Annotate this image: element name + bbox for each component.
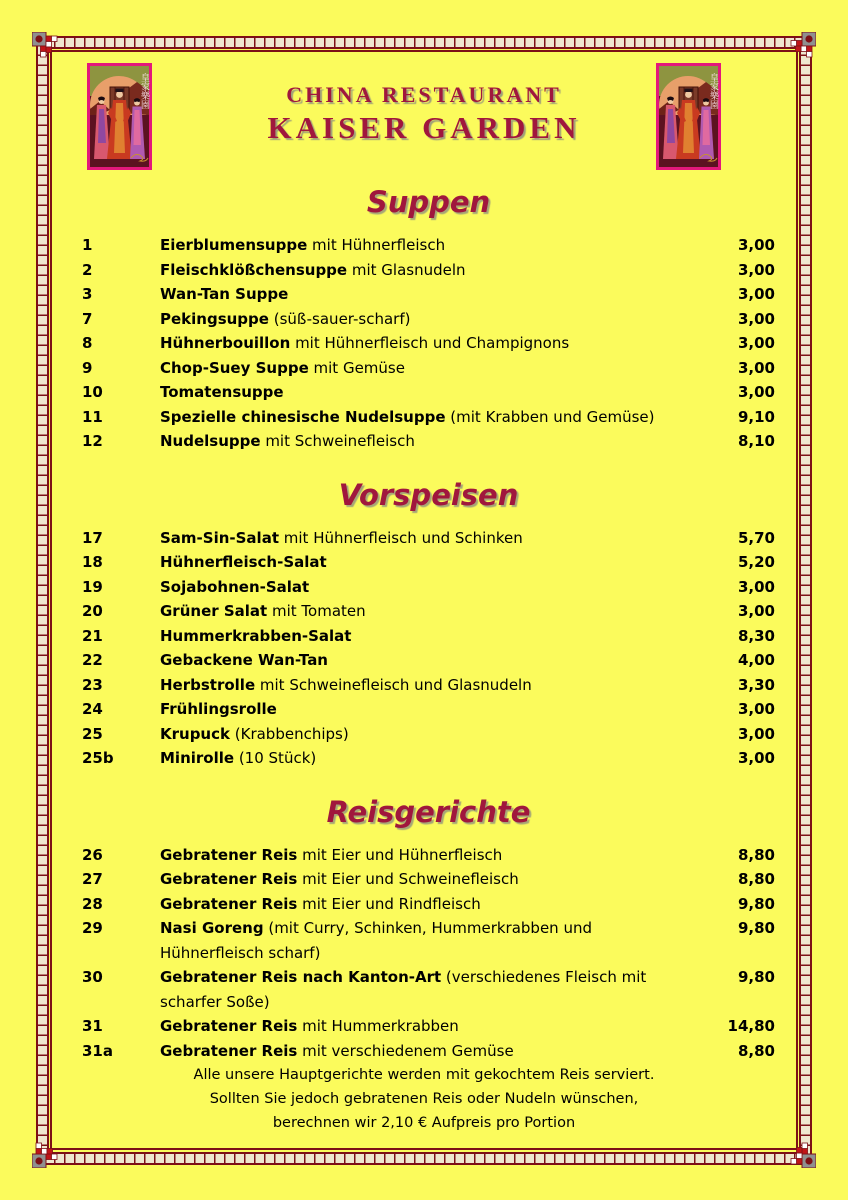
item-name: Herbstrolle xyxy=(160,675,256,694)
menu-item-row xyxy=(82,380,775,405)
item-number: 23 xyxy=(82,675,103,694)
menu-item-row xyxy=(82,282,775,307)
seal-glyphs: 皇家樂園 xyxy=(708,73,718,109)
item-price: 9,80 xyxy=(737,968,775,986)
menu-item-row xyxy=(82,429,775,454)
item-price: 3,00 xyxy=(737,334,775,352)
item-price: 3,00 xyxy=(737,285,775,303)
item-description: mit Eier und Schweinefleisch xyxy=(297,870,519,888)
item-text xyxy=(160,599,719,624)
frame-border-right xyxy=(799,44,812,1156)
item-description: (süß-sauer-scharf) xyxy=(268,309,411,328)
menu-item-row xyxy=(82,722,775,747)
item-number: 1 xyxy=(82,236,93,254)
menu-item-row-continuation xyxy=(82,941,775,966)
item-name: Wan-Tan Suppe xyxy=(160,285,289,303)
section-title: Vorspeisen xyxy=(338,477,519,512)
item-price: 3,00 xyxy=(737,309,775,328)
footer-note-line: Alle unsere Hauptgerichte werden mit gekochtem Reis serviert. xyxy=(193,1067,655,1083)
item-price: 3,00 xyxy=(737,577,775,596)
seal-glyphs: 皇家樂園 xyxy=(139,73,149,109)
item-number: 22 xyxy=(82,651,103,669)
menu-item-row xyxy=(82,258,775,283)
menu-section xyxy=(82,185,775,454)
menu-item-row xyxy=(82,233,775,258)
item-text xyxy=(160,648,719,673)
item-number: 8 xyxy=(82,334,93,352)
footer-note xyxy=(0,1063,848,1135)
menu-item-row-continuation xyxy=(82,990,775,1015)
menu-item-row xyxy=(82,867,775,892)
item-price-spacer xyxy=(719,941,775,966)
item-text xyxy=(160,380,719,405)
item-price: 3,00 xyxy=(737,383,775,401)
item-name: Gebratener Reis xyxy=(160,845,298,864)
item-number: 3 xyxy=(82,285,93,303)
item-description: mit Glasnudeln xyxy=(347,260,466,279)
item-description: (10 Stück) xyxy=(234,749,317,767)
item-price: 9,10 xyxy=(737,407,775,426)
item-description: mit Gemüse xyxy=(308,358,405,377)
item-number: 31a xyxy=(82,1041,113,1060)
item-text xyxy=(160,575,719,600)
menu-section xyxy=(82,795,775,1064)
item-number: 25b xyxy=(82,749,114,767)
item-text xyxy=(160,356,719,381)
frame-border-left xyxy=(36,44,49,1156)
item-number: 30 xyxy=(82,968,103,986)
item-name: Hummerkrabben-Salat xyxy=(160,626,352,645)
item-description: mit Eier und Rindfleisch xyxy=(297,894,481,913)
menu-item-row xyxy=(82,648,775,673)
item-text xyxy=(160,867,719,892)
item-text xyxy=(160,697,719,722)
item-number: 17 xyxy=(82,528,103,547)
item-name: Gebratener Reis xyxy=(160,1041,298,1060)
menu-item-row xyxy=(82,599,775,624)
item-price: 8,80 xyxy=(737,870,775,888)
item-number: 27 xyxy=(82,870,103,888)
item-price: 5,20 xyxy=(737,553,775,571)
item-number: 25 xyxy=(82,724,103,743)
item-number: 20 xyxy=(82,602,103,620)
menu-item-row xyxy=(82,356,775,381)
item-name: Gebackene Wan-Tan xyxy=(160,651,328,669)
item-price: 3,00 xyxy=(737,724,775,743)
item-description: mit Schweinefleisch und Glasnudeln xyxy=(255,675,532,694)
frame-border-top xyxy=(44,36,804,49)
item-name: Spezielle chinesische Nudelsuppe xyxy=(160,407,446,426)
item-text xyxy=(160,550,719,575)
menu-item-row xyxy=(82,965,775,990)
item-price: 8,80 xyxy=(737,1041,775,1060)
item-price: 3,00 xyxy=(737,260,775,279)
menu-item-row xyxy=(82,843,775,868)
menu-item-row xyxy=(82,892,775,917)
item-price: 5,70 xyxy=(737,528,775,547)
menu-item-row xyxy=(82,331,775,356)
item-text xyxy=(160,673,719,698)
menu-item-row xyxy=(82,575,775,600)
item-number: 2 xyxy=(82,260,93,279)
item-number: 9 xyxy=(82,358,93,377)
item-price: 3,00 xyxy=(737,358,775,377)
item-number: 18 xyxy=(82,553,103,571)
restaurant-type-title: CHINA RESTAURANT xyxy=(286,82,562,107)
item-price: 14,80 xyxy=(727,1017,775,1035)
item-price: 8,10 xyxy=(737,432,775,450)
item-text xyxy=(160,843,719,868)
item-name: Nudelsuppe xyxy=(160,432,261,450)
item-number: 12 xyxy=(82,432,103,450)
menu-item-row xyxy=(82,1039,775,1064)
item-price: 8,30 xyxy=(737,626,775,645)
item-number: 31 xyxy=(82,1017,103,1035)
item-name: Sam-Sin-Salat xyxy=(160,528,279,547)
item-text xyxy=(160,405,719,430)
item-price: 3,00 xyxy=(737,602,775,620)
item-description: mit Schweinefleisch xyxy=(260,432,415,450)
item-number: 29 xyxy=(82,919,103,937)
item-name: Grüner Salat xyxy=(160,602,268,620)
item-number: 10 xyxy=(82,383,103,401)
item-description: (Krabbenchips) xyxy=(229,724,349,743)
item-text xyxy=(160,916,719,941)
item-description: mit Hühnerfleisch und Schinken xyxy=(279,528,523,547)
item-name: Gebratener Reis xyxy=(160,1017,298,1035)
item-name: Hühnerbouillon xyxy=(160,334,291,352)
item-name: Frühlingsrolle xyxy=(160,700,277,718)
item-price: 3,30 xyxy=(737,675,775,694)
menu-item-row xyxy=(82,526,775,551)
item-description: mit Eier und Hühnerfleisch xyxy=(297,845,503,864)
item-text xyxy=(160,233,719,258)
item-number: 21 xyxy=(82,626,103,645)
section-title: Suppen xyxy=(366,185,491,219)
item-description: scharfer Soße) xyxy=(160,992,270,1011)
menu-item-row xyxy=(82,624,775,649)
menu-item-row xyxy=(82,916,775,941)
item-text xyxy=(160,722,719,747)
item-number-spacer xyxy=(82,941,160,966)
item-description: (verschiedenes Fleisch mit xyxy=(441,968,647,986)
restaurant-name-title: KAISER GARDEN xyxy=(267,110,581,145)
menu-item-row xyxy=(82,746,775,771)
menu-item-row xyxy=(82,405,775,430)
frame-corner-ornament xyxy=(790,1142,816,1168)
frame-border-bottom xyxy=(44,1152,804,1165)
item-price: 8,80 xyxy=(737,845,775,864)
menu-item-row xyxy=(82,307,775,332)
frame-corner-ornament xyxy=(32,1142,58,1168)
menu-item-row xyxy=(82,697,775,722)
item-description: mit Hühnerfleisch und Champignons xyxy=(290,334,570,352)
item-price: 3,00 xyxy=(737,236,775,254)
menu-item-row xyxy=(82,550,775,575)
item-name: Sojabohnen-Salat xyxy=(160,577,310,596)
item-description: Hühnerfleisch scharf) xyxy=(160,943,321,962)
item-price-spacer xyxy=(719,990,775,1015)
item-text xyxy=(160,892,719,917)
item-name: Krupuck xyxy=(160,724,230,743)
item-name: Hühnerfleisch-Salat xyxy=(160,553,327,571)
item-name: Gebratener Reis nach Kanton-Art xyxy=(160,968,442,986)
item-description: mit Tomaten xyxy=(267,602,366,620)
frame-corner-ornament xyxy=(32,32,58,58)
footer-note-line: berechnen wir 2,10 € Aufpreis pro Portion xyxy=(272,1115,576,1131)
item-number: 24 xyxy=(82,700,103,718)
item-price: 4,00 xyxy=(737,651,775,669)
item-name: Eierblumensuppe xyxy=(160,236,308,254)
item-text xyxy=(160,307,719,332)
item-price: 9,80 xyxy=(737,919,775,937)
item-name: Gebratener Reis xyxy=(160,870,298,888)
item-name: Fleischklößchensuppe xyxy=(160,260,348,279)
item-price: 3,00 xyxy=(737,749,775,767)
menu-section xyxy=(82,478,775,771)
footer-note-line: Sollten Sie jedoch gebratenen Reis oder Nudeln wünschen, xyxy=(209,1091,639,1107)
item-number: 11 xyxy=(82,407,103,426)
section-title: Reisgerichte xyxy=(326,794,531,829)
item-text xyxy=(160,1014,719,1039)
item-name: Nasi Goreng xyxy=(160,919,264,937)
item-text xyxy=(160,429,719,454)
frame-corner-ornament xyxy=(790,32,816,58)
item-number: 28 xyxy=(82,894,103,913)
item-text xyxy=(160,258,719,283)
item-name: Tomatensuppe xyxy=(160,383,284,401)
item-description: mit Hühnerfleisch xyxy=(307,236,446,254)
item-text xyxy=(160,941,719,966)
item-name: Minirolle xyxy=(160,749,235,767)
item-description: mit verschiedenem Gemüse xyxy=(297,1041,514,1060)
item-number: 19 xyxy=(82,577,103,596)
item-price: 3,00 xyxy=(737,700,775,718)
item-description: (mit Curry, Schinken, Hummerkrabben und xyxy=(263,919,592,937)
item-text xyxy=(160,965,719,990)
menu-sections xyxy=(82,185,775,1063)
item-text xyxy=(160,331,719,356)
item-text xyxy=(160,990,719,1015)
item-number: 26 xyxy=(82,845,103,864)
menu-item-row xyxy=(82,1014,775,1039)
item-text xyxy=(160,746,719,771)
item-number: 7 xyxy=(82,309,93,328)
item-name: Gebratener Reis xyxy=(160,894,298,913)
item-name: Chop-Suey Suppe xyxy=(160,358,309,377)
item-text xyxy=(160,282,719,307)
item-text xyxy=(160,624,719,649)
item-price: 9,80 xyxy=(737,894,775,913)
menu-item-row xyxy=(82,673,775,698)
item-number-spacer xyxy=(82,990,160,1015)
item-text xyxy=(160,1039,719,1064)
item-name: Pekingsuppe xyxy=(160,309,269,328)
item-text xyxy=(160,526,719,551)
item-description: mit Hummerkrabben xyxy=(297,1017,459,1035)
item-description: (mit Krabben und Gemüse) xyxy=(445,407,655,426)
